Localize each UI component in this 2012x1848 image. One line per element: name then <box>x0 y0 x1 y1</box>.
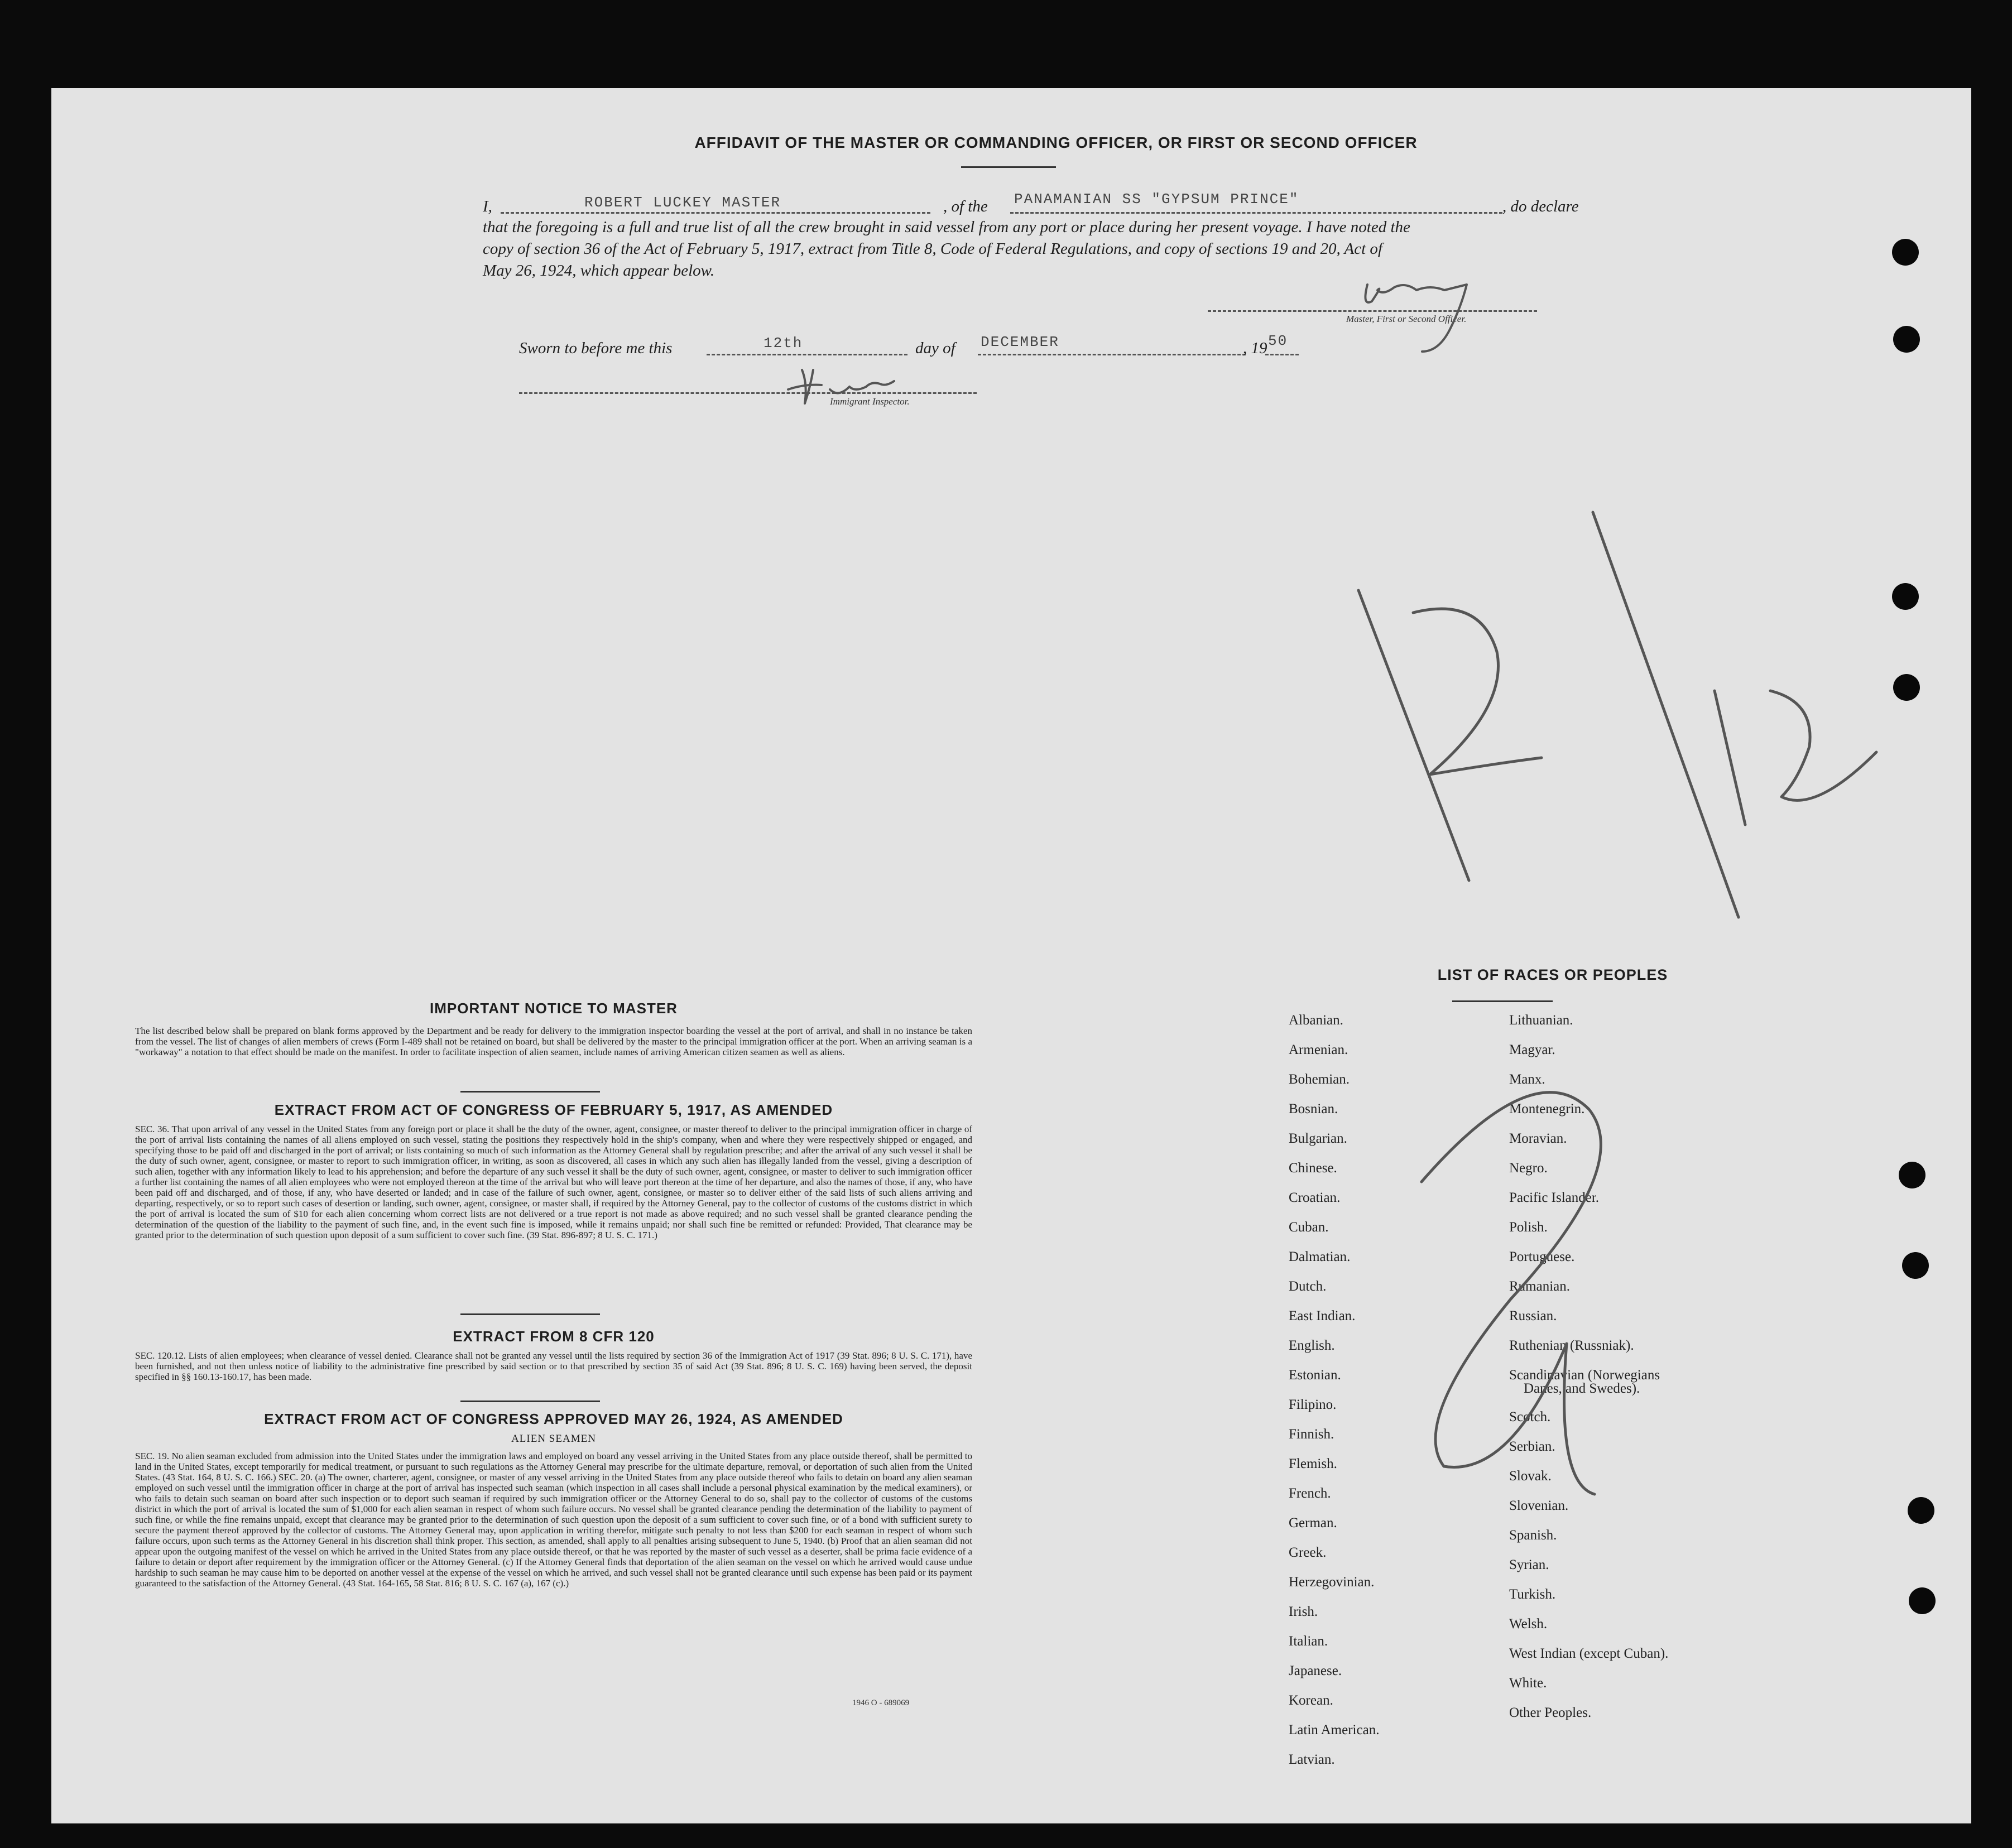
mark-stroke-2 <box>1413 609 1542 774</box>
race-item: Rumanian. <box>1509 1279 1571 1294</box>
sworn-label: Sworn to before me this <box>519 339 673 357</box>
races-left-column <box>1289 1013 1379 1782</box>
race-item: Flemish. <box>1289 1456 1337 1471</box>
binder-hole <box>1899 1162 1925 1188</box>
race-item: Croatian. <box>1289 1190 1341 1205</box>
race-item: Other Peoples. <box>1509 1705 1592 1720</box>
race-item-scandinavian <box>1509 1368 1668 1409</box>
race-item: German. <box>1289 1515 1337 1531</box>
title-rule <box>961 166 1056 168</box>
extract-1917-body: SEC. 36. That upon arrival of any vessel in the United States from any foreign port or place it shall be the duty of the owner, agent, consignee, or master thereof to deliver to the principal immigration officer in charge of the port of arrival lists containing the names of all aliens employed on such vessel, stating the positions they respectively hold in the ship's company, when and where they were respectively shipped or engaged, and specifying those to be paid off and discharged in the port of arrival; or lists containing so much of such information as the Attorney General shall by regulation prescribe; and after the arrival of any such vessel it shall be the duty of such owner, agent, consignee, or master to report to such immigration officer, in writing, as soon as discovered, all cases in which any such alien has illegally landed from the vessel, giving a description of such alien, together with any information likely to lead to his apprehension; and before the departure of any such vessel it shall be the duty of such owner, agent, consignee, or master to deliver to such immigration officer a further list containing the names of all alien employees who were not employed thereon at the time of the arrival but who will leave port thereon at the time of her departure, and also the names of those, if any, who have been paid off and discharged, and of those, if any, who have deserted or landed; and in case of the failure of such owner, agent, consignee, or master so to deliver either of the said lists of such aliens arriving and departing, respectively, or so to report such cases of desertion or landing, such owner, agent, consignee, or master shall, if required by the Attorney General, pay to the collector of customs of the customs district in which the port of arrival is located the sum of $10 for each alien concerning whom correct lists are not delivered or a true report is not made as above required; and no such vessel shall be granted clearance pending the determination of the question of the liability to the payment of such fine, and, in the event such fine is imposed, while it remains unpaid; nor shall such fine be remitted or refunded: Provided, That clearance may be granted prior to the determination of such question upon deposit of a sum sufficient to cover such fine. (39 Stat. 896-897; 8 U. S. C. 171.) <box>135 1124 972 1240</box>
name-line <box>501 212 930 214</box>
race-item: Bulgarian. <box>1289 1131 1347 1146</box>
extract-1924-title: EXTRACT FROM ACT OF CONGRESS APPROVED MAY 26, 1924, AS AMENDED <box>264 1411 843 1427</box>
race-item: White. <box>1509 1676 1547 1691</box>
race-item: Japanese. <box>1289 1663 1342 1678</box>
binder-hole <box>1902 1252 1929 1279</box>
race-item: Portuguese. <box>1509 1249 1575 1264</box>
race-item: Armenian. <box>1289 1042 1348 1057</box>
race-item: English. <box>1289 1338 1335 1353</box>
notice-title: IMPORTANT NOTICE TO MASTER <box>430 1000 678 1017</box>
race-item: Dalmatian. <box>1289 1249 1351 1264</box>
race-item: Latvian. <box>1289 1752 1335 1767</box>
race-item: Pacific Islander. <box>1509 1190 1600 1205</box>
race-item: West Indian (except Cuban). <box>1509 1646 1669 1661</box>
inspector-caption: Immigrant Inspector. <box>830 396 910 407</box>
master-signature-line <box>1208 310 1537 312</box>
notice-rule <box>460 1091 600 1093</box>
race-item: East Indian. <box>1289 1308 1356 1324</box>
race-item: Korean. <box>1289 1693 1333 1708</box>
print-code: 1946 O - 689069 <box>852 1698 910 1707</box>
race-item: Polish. <box>1509 1220 1548 1235</box>
sworn-month-field: DECEMBER <box>981 334 1059 350</box>
race-item-continuation: Danes, and Swedes). <box>1524 1381 1640 1396</box>
binder-hole <box>1893 326 1920 353</box>
year-line <box>1265 354 1299 355</box>
vessel-line <box>1010 212 1502 214</box>
declaration-line-2: copy of section 36 of the Act of February 5, 1917, extract from Title 8, Code of Federal Regulations, and copy of sections 19 and 20, Act of <box>483 240 1382 258</box>
binder-hole <box>1908 1497 1934 1524</box>
sworn-day-field: 12th <box>763 335 803 352</box>
race-item: Serbian. <box>1509 1439 1555 1454</box>
sworn-month-line <box>978 354 1246 355</box>
do-declare-label: , do declare <box>1502 198 1579 215</box>
extract-cfr-title: EXTRACT FROM 8 CFR 120 <box>453 1328 655 1345</box>
race-item: Finnish. <box>1289 1427 1334 1442</box>
race-item: Cuban. <box>1289 1220 1329 1235</box>
extract-1917-title: EXTRACT FROM ACT OF CONGRESS OF FEBRUARY 5, 1917, AS AMENDED <box>274 1101 833 1118</box>
race-item: Slovak. <box>1509 1469 1552 1484</box>
binder-hole <box>1892 583 1919 610</box>
race-item: Bohemian. <box>1289 1072 1350 1087</box>
declaration-line-3: May 26, 1924, which appear below. <box>483 262 715 280</box>
race-item: Moravian. <box>1509 1131 1567 1146</box>
vessel-name-field: PANAMANIAN SS "GYPSUM PRINCE" <box>1014 191 1299 208</box>
extract-1917-rule <box>460 1313 600 1315</box>
sworn-day-line <box>707 354 907 355</box>
affidavit-title: AFFIDAVIT OF THE MASTER OR COMMANDING OFFICER, OR FIRST OR SECOND OFFICER <box>694 134 1418 151</box>
race-item: Filipino. <box>1289 1397 1337 1412</box>
races-title: LIST OF RACES OR PEOPLES <box>1437 966 1668 983</box>
extract-1924-subtitle: ALIEN SEAMEN <box>511 1433 596 1445</box>
race-item: Latin American. <box>1289 1722 1380 1738</box>
race-item: Slovenian. <box>1509 1498 1569 1513</box>
race-item: Bosnian. <box>1289 1101 1338 1116</box>
of-the-label: , of the <box>943 198 988 215</box>
race-item: Syrian. <box>1509 1557 1549 1572</box>
mark-stroke-5 <box>1770 691 1876 800</box>
race-item: Estonian. <box>1289 1368 1341 1383</box>
race-item: Montenegrin. <box>1509 1101 1585 1116</box>
race-item: Herzegovinian. <box>1289 1575 1375 1590</box>
inspector-signature-line <box>519 392 977 394</box>
day-of-label: day of <box>915 339 955 357</box>
races-right-column <box>1509 1013 1668 1735</box>
extract-cfr-body: SEC. 120.12. Lists of alien employees; when clearance of vessel denied. Clearance shall not be granted any vessel until the lists required by section 36 of the Immigration Act of 1917 (39 Stat. 896; 8 U. S. C. 171), have been furnished, and not then unless notice of liability to the administrative fine prescribed by said section or to that prescribed by section 35 of said Act (39 Stat. 896; 8 U. S. C. 169) having been served, the deposit specified in §§ 160.13-160.17, has been made. <box>135 1350 972 1382</box>
declaration-line-1: that the foregoing is a full and true list of all the crew brought in said vessel from any port or place during her present voyage. I have noted the <box>483 218 1410 236</box>
race-item: Scandinavian (Norwegians <box>1509 1368 1660 1383</box>
extract-1924-body: SEC. 19. No alien seaman excluded from admission into the United States under the immigration laws and employed on board any vessel arriving in the United States from any place outside thereof, shall be permitted to land in the United States, except temporarily for medical treatment, or pursuant to such regulations as the Attorney General may prescribe for the ultimate departure, removal, or deportation of such alien from the United States. (43 Stat. 164, 8 U. S. C. 166.) SEC. 20. (a) The owner, charterer, agent, consignee, or master of any vessel arriving in the United States from any place outside thereof who fails to detain on board any alien seaman employed on such vessel until the immigration officer in charge at the port of arrival has inspected such seaman (which inspection in all cases shall include a personal physical examination by the medical examiners), or who fails to detain such seaman on board after such inspection or to deport such seaman if required by such immigration officer or the Attorney General to do so, shall pay to the collector of customs of the customs district in which the port of arrival is located the sum of $1,000 for each alien seaman in respect of whom such failure occurs. No vessel shall be granted clearance pending the determination of the liability to payment of such fine, or while the fine remains unpaid, except that clearance may be granted prior to the determination of such question upon the deposit of a sum sufficient to cover such fine, or of a bond with sufficient surety to secure the payment thereof approved by the collector of customs. The Attorney General may, upon application in writing therefor, mitigate such penalty to not less than $200 for each seaman in respect of whom such failure occurs, upon such terms as the Attorney General in his discretion shall think proper. This section, as amended, shall apply to all penalties arising subsequent to June 5, 1940. (b) Proof that an alien seaman did not appear upon the outgoing manifest of the vessel on which he arrived in the United States from any place outside thereof, or that he was reported by the master of such vessel as a deserter, shall be prima facie evidence of a failure to detain or deport after requirement by the immigration officer or the Attorney General. (c) If the Attorney General finds that deportation of the alien seaman on the vessel on which he arrived would cause undue hardship to such seaman he may cause him to be deported on another vessel at the expense of the vessel on which he arrived, and such vessel shall not be granted clearance until such expense has been paid or its payment guaranteed to the satisfaction of the Attorney General. (43 Stat. 164-165, 58 Stat. 816; 8 U. S. C. 167 (a), 167 (c).) <box>135 1451 972 1589</box>
mark-stroke-1 <box>1358 590 1469 880</box>
race-item: Welsh. <box>1509 1616 1548 1632</box>
race-item: Chinese. <box>1289 1161 1337 1176</box>
binder-hole <box>1892 239 1919 266</box>
mark-stroke-3 <box>1593 512 1739 917</box>
race-item: Scotch. <box>1509 1409 1551 1424</box>
race-item: Lithuanian. <box>1509 1013 1573 1028</box>
mark-stroke-4 <box>1715 691 1745 825</box>
race-item: Irish. <box>1289 1604 1318 1619</box>
race-item: Russian. <box>1509 1308 1557 1324</box>
document-page <box>51 88 1971 1823</box>
race-item: Negro. <box>1509 1161 1548 1176</box>
races-rule <box>1452 1000 1553 1002</box>
race-item: Turkish. <box>1509 1587 1556 1602</box>
race-item: Albanian. <box>1289 1013 1343 1028</box>
race-item: Magyar. <box>1509 1042 1555 1057</box>
race-item: Ruthenian (Russniak). <box>1509 1338 1634 1353</box>
sworn-year-field: 50 <box>1268 333 1288 349</box>
binder-hole <box>1909 1587 1936 1614</box>
notice-body: The list described below shall be prepared on blank forms approved by the Department and be ready for delivery to the immigration inspector boarding the vessel at the port of arrival, and shall in no instance be taken from the vessel. The list of changes of alien members of crews (Form I-489 shall not be retained on board, but shall be delivered by the master to the principal immigration officer at the port. When an arriving seaman is a "workaway" a notation to that effect should be made on the manifest. In order to facilitate inspection of alien seamen, include names of arriving American citizen seamen as well as aliens. <box>135 1026 972 1057</box>
master-signature-caption: Master, First or Second Officer. <box>1346 314 1467 324</box>
master-name-field: ROBERT LUCKEY MASTER <box>584 194 781 211</box>
race-item: Italian. <box>1289 1634 1328 1649</box>
race-item: Greek. <box>1289 1545 1327 1560</box>
binder-hole <box>1893 674 1920 701</box>
race-item: French. <box>1289 1486 1331 1501</box>
year-prefix: , 19 <box>1243 339 1267 357</box>
i-label: I, <box>483 198 492 215</box>
extract-cfr-rule <box>460 1401 600 1402</box>
race-item: Dutch. <box>1289 1279 1327 1294</box>
race-item: Manx. <box>1509 1072 1545 1087</box>
race-item: Spanish. <box>1509 1528 1557 1543</box>
